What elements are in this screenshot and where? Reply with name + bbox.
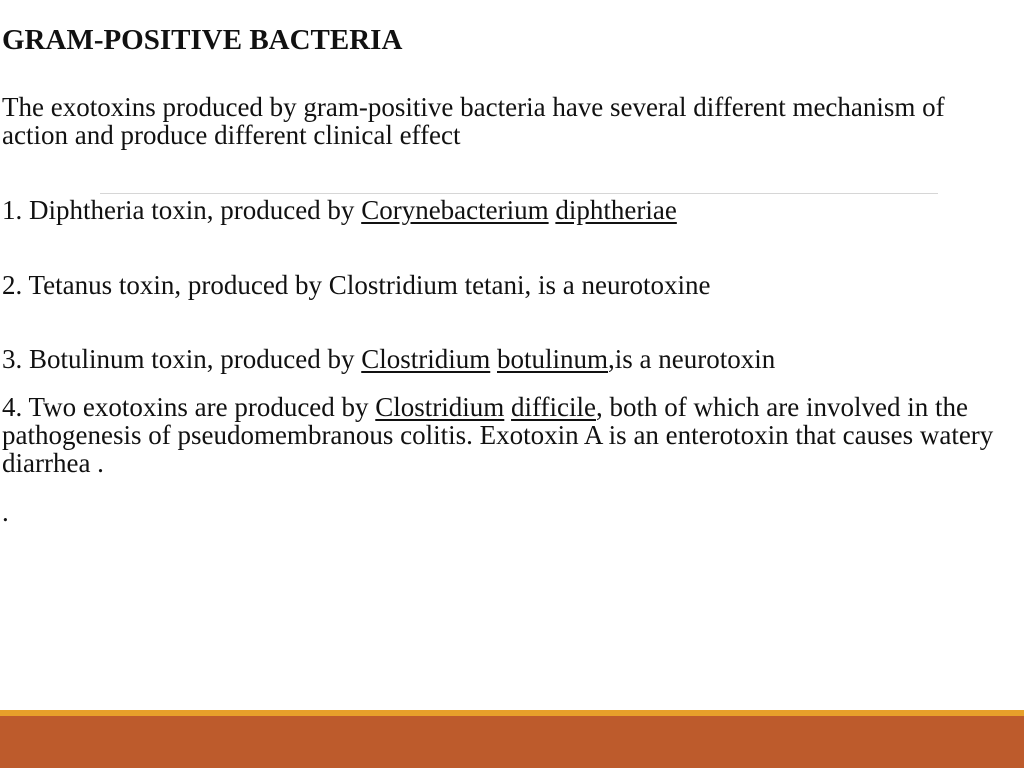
species-link: diphtheriae — [555, 195, 677, 225]
genus-link: Clostridium — [375, 392, 505, 422]
divider-line — [100, 193, 938, 194]
item-text: 1. Diphtheria toxin, produced by — [2, 195, 362, 225]
item-text: 3. Botulinum toxin, produced by — [2, 344, 362, 374]
item-text-suffix: ,is a neurotoxin — [608, 344, 776, 374]
genus-link: Corynebacterium — [361, 195, 549, 225]
list-item-tetanus: 2. Tetanus toxin, produced by Clostridium tetani, is a neurotoxine — [2, 270, 711, 300]
item-text-suffix: , both of which are involved in the pathogenesis of pseudomembranous colitis. Exotoxin A is an enterotoxin that causes watery diarrhea . — [2, 392, 994, 478]
slide-title: GRAM-POSITIVE BACTERIA — [2, 24, 403, 56]
species-link: botulinum — [497, 344, 609, 374]
item-text: 4. Two exotoxins are produced by — [2, 392, 376, 422]
list-item-botulinum — [2, 345, 1017, 373]
intro-paragraph: The exotoxins produced by gram-positive bacteria have several different mechanism of action and produce different clinical effect — [2, 92, 945, 150]
species-link: difficile — [511, 392, 597, 422]
footer-accent-bar — [0, 716, 1024, 768]
list-item-diphtheria — [2, 196, 1017, 224]
trailing-dot: . — [2, 497, 9, 527]
genus-link: Clostridium — [361, 344, 491, 374]
list-item-difficile — [2, 393, 1017, 477]
